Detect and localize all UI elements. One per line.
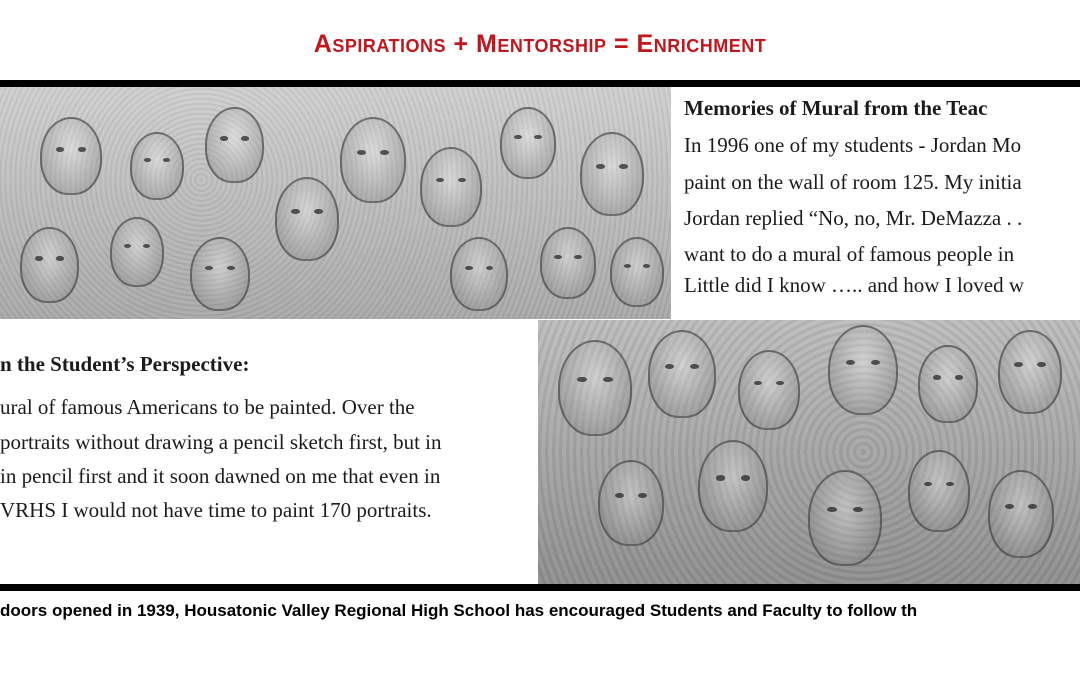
bottom-divider [0, 584, 1080, 591]
teacher-text-line: Jordan replied “No, no, Mr. DeMazza . . [684, 206, 1023, 230]
student-text-line: ural of famous Americans to be painted. Over the [0, 395, 415, 419]
student-text-line: VRHS I would not have time to paint 170 portraits. [0, 498, 432, 522]
top-divider [0, 80, 1080, 87]
page-title: Aspirations + Mentorship = Enrichment [313, 30, 767, 58]
teacher-text-line: In 1996 one of my students - Jordan Mo [684, 133, 1022, 157]
teacher-text-line: want to do a mural of famous people in [684, 242, 1015, 266]
mural-photo-historical-figures [0, 87, 671, 319]
teacher-text-line: Little did I know ….. and how I loved w [684, 273, 1025, 297]
mural-photo-famous-americans [538, 320, 1080, 584]
student-text-line: portraits without drawing a pencil sketch first, but in [0, 430, 442, 454]
teacher-text-line: paint on the wall of room 125. My initia [684, 170, 1022, 194]
footer-caption: doors opened in 1939, Housatonic Valley Regional High School has encouraged Students and Faculty to follow th [0, 601, 918, 620]
student-perspective-heading: n the Student’s Perspective: [0, 352, 250, 376]
teacher-memories-heading: Memories of Mural from the Teac [684, 96, 988, 120]
student-text-line: in pencil first and it soon dawned on me that even in [0, 464, 441, 488]
